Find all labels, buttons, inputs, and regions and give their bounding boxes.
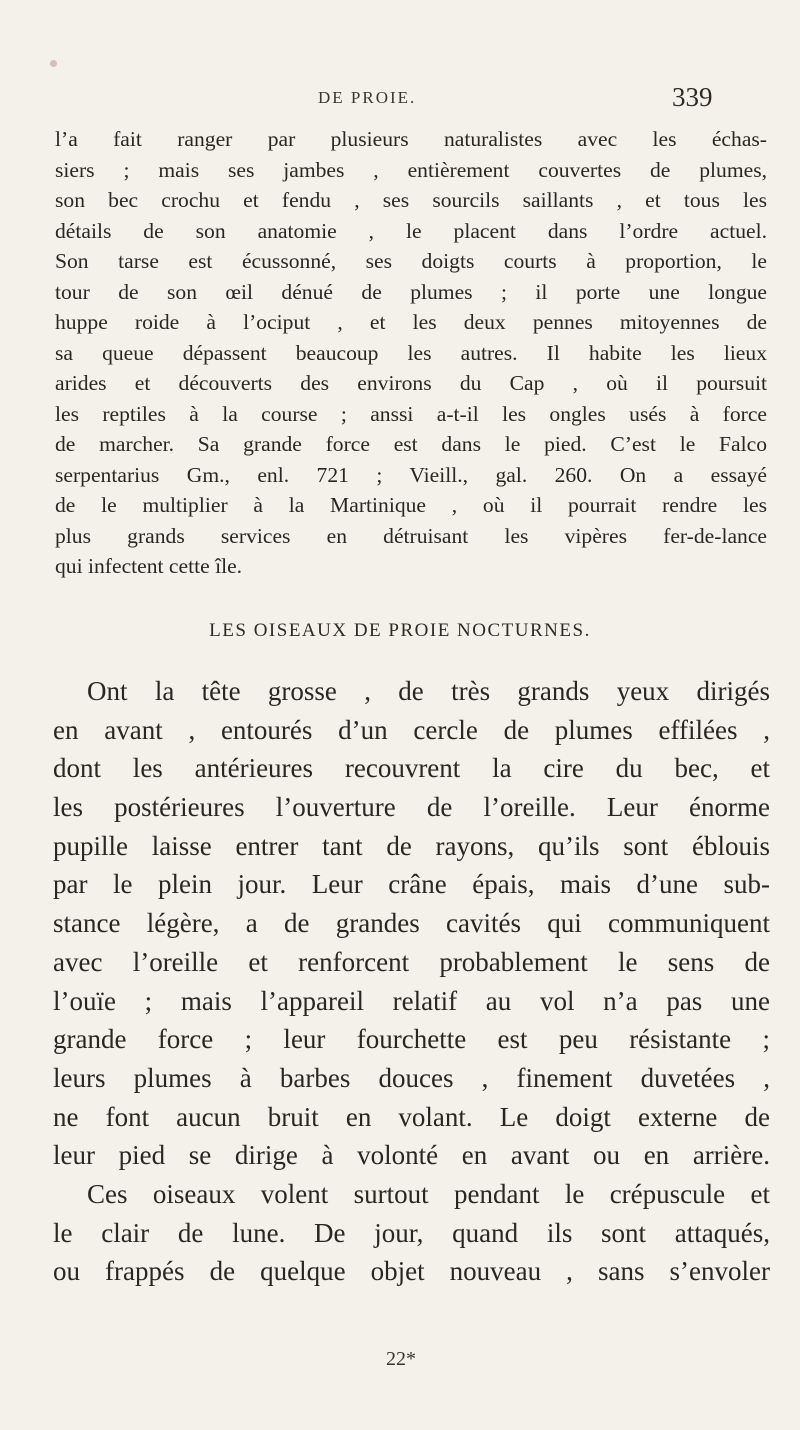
text-line: l’a fait ranger par plusieurs naturalistes avec les échas- xyxy=(55,127,767,151)
text-line: le clair de lune. De jour, quand ils sont attaqués, xyxy=(53,1217,770,1248)
text-line: huppe roide à l’ociput , et les deux pennes mitoyennes de xyxy=(55,310,767,334)
text-line: plus grands services en détruisant les vipères fer-de-lance xyxy=(55,523,767,548)
text-line: les reptiles à la course ; anssi a-t-il les ongles usés à force xyxy=(55,401,767,426)
text-line: l’ouïe ; mais l’appareil relatif au vol n’a pas une xyxy=(53,985,770,1016)
text-line: Son tarse est écussonné, ses doigts courts à proportion, le xyxy=(55,249,767,273)
text-line: Ont la tête grosse , de très grands yeux dirigés xyxy=(87,676,770,706)
text-line: qui infectent cette île. xyxy=(55,554,243,578)
text-line: grande force ; leur fourchette est peu résistante ; xyxy=(53,1024,770,1055)
text-line: avec l’oreille et renforcent probablement le sens de xyxy=(53,946,770,977)
text-line: les postérieures l’ouverture de l’oreille. Leur énorme xyxy=(53,792,770,823)
text-line: pupille laisse entrer tant de rayons, qu’ils sont éblouis xyxy=(53,830,770,861)
text-line: tour de son œil dénué de plumes ; il porte une longue xyxy=(55,279,767,304)
running-title: DE PROIE. xyxy=(318,88,417,107)
text-line: Ces oiseaux volent surtout pendant le crépuscule et xyxy=(87,1178,770,1209)
paragraph-continuation xyxy=(55,124,767,582)
text-line: arides et découverts des environs du Cap , où il poursuit xyxy=(55,371,767,395)
running-head xyxy=(0,82,800,128)
text-line: dont les antérieures recouvrent la cire du bec, et xyxy=(53,753,770,784)
text-line: de marcher. Sa grande force est dans le pied. C’est le Falco xyxy=(55,432,767,456)
text-line: par le plein jour. Leur crâne épais, mais d’une sub- xyxy=(53,869,770,900)
text-line: ou frappés de quelque objet nouveau , sans s’envoler xyxy=(53,1256,770,1287)
page-number: 339 xyxy=(672,82,713,112)
text-line: en avant , entourés d’un cercle de plumes effilées , xyxy=(53,714,770,745)
text-line: leurs plumes à barbes douces , finement duvetées , xyxy=(53,1062,770,1093)
text-line: stance légère, a de grandes cavités qui communiquent xyxy=(53,908,770,939)
text-line: son bec crochu et fendu , ses sourcils saillants , et tous les xyxy=(55,188,767,212)
text-line: siers ; mais ses jambes , entièrement couvertes de plumes, xyxy=(55,157,767,182)
text-line: ne font aucun bruit en volant. Le doigt externe de xyxy=(53,1101,770,1132)
text-line: leur pied se dirige à volonté en avant ou en arrière. xyxy=(53,1140,770,1171)
text-line: de le multiplier à la Martinique , où il pourrait rendre les xyxy=(55,493,767,517)
text-line: serpentarius Gm., enl. 721 ; Vieill., gal. 260. On a essayé xyxy=(55,462,767,487)
signature-mark: 22* xyxy=(386,1348,416,1370)
section-heading: LES OISEAUX DE PROIE NOCTURNES. xyxy=(209,620,591,641)
paragraph-main xyxy=(53,672,770,1291)
ink-spot xyxy=(50,60,57,67)
text-line: sa queue dépassent beaucoup les autres. Il habite les lieux xyxy=(55,340,767,365)
text-line: détails de son anatomie , le placent dans l’ordre actuel. xyxy=(55,218,767,243)
